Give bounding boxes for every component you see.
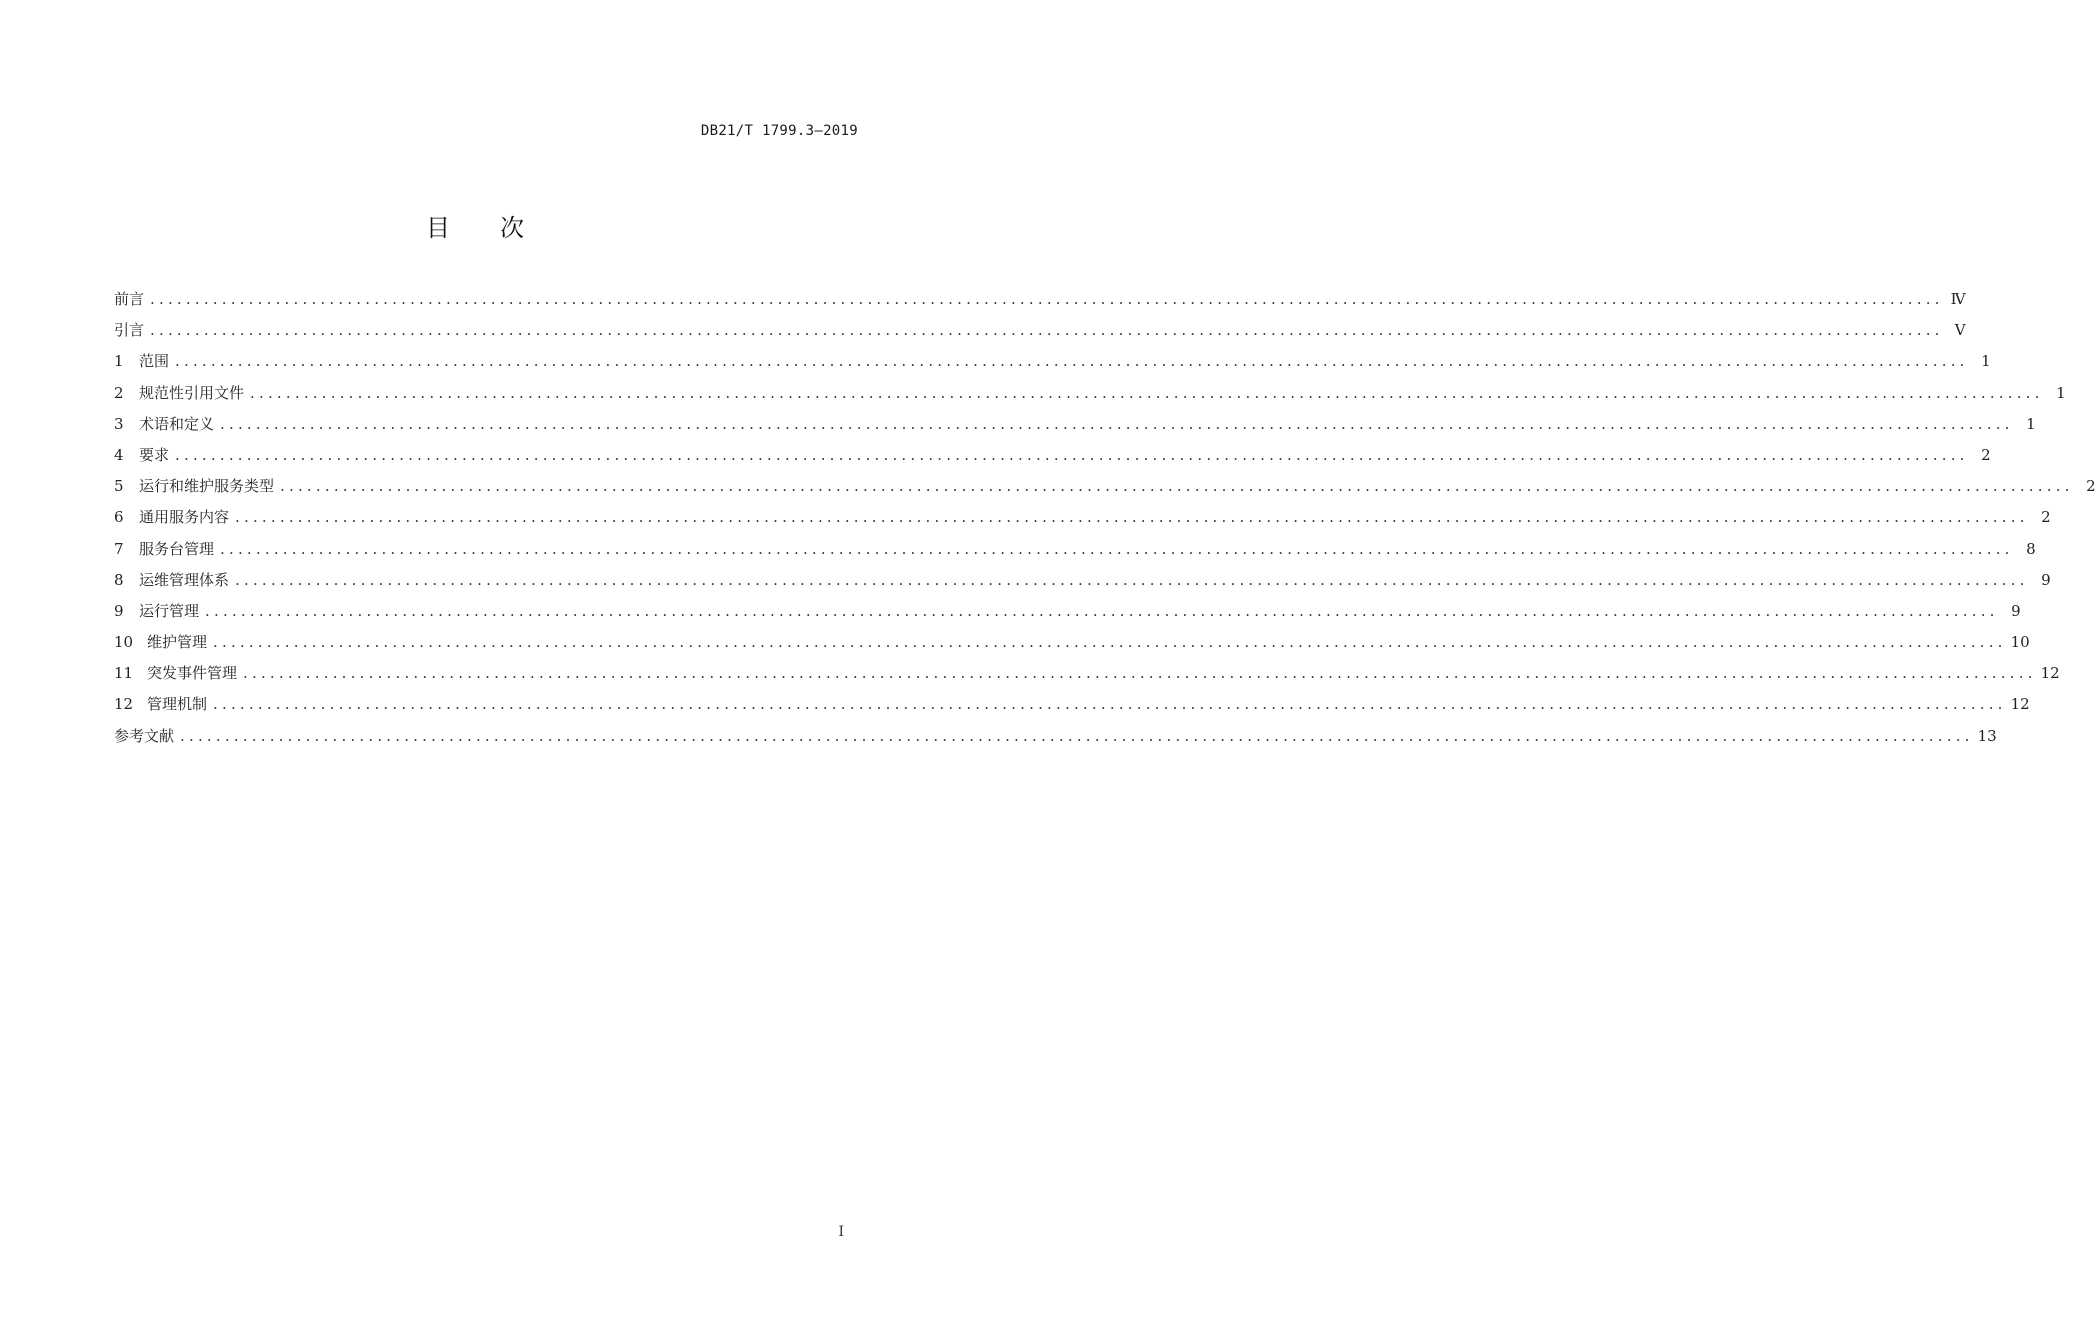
toc-leader-dots: ........................................................................................................................................................................................................ [250, 383, 2044, 402]
toc-entry-title: 规范性引用文件 [139, 383, 245, 402]
toc-entry-number: 6 [114, 508, 124, 527]
toc-entry-title: 参考文献 [114, 726, 175, 745]
toc-leader-dots: ........................................................................................................................................................................................................ [213, 695, 2007, 714]
toc-entry-12[interactable] [114, 689, 2030, 720]
toc-entry-number: 2 [114, 383, 124, 402]
toc-entry-5[interactable] [114, 471, 2096, 502]
toc-entry-number: 12 [114, 695, 134, 714]
toc-entry-page: Ⅳ [1950, 290, 1966, 308]
page-number: I [838, 1224, 844, 1240]
toc-entry-title: 术语和定义 [139, 414, 215, 433]
page-title: 目次 [426, 214, 574, 242]
toc-entry-title: 维护管理 [147, 633, 208, 652]
toc-entry-number: 5 [114, 477, 124, 496]
toc-leader-dots: ........................................................................................................................................................................................................ [150, 321, 1944, 340]
toc-entry-bibliography[interactable] [114, 721, 1997, 752]
toc-entry-title: 管理机制 [147, 695, 208, 714]
toc-entry-number: 10 [114, 633, 134, 652]
toc-entry-page: 2 [2086, 477, 2096, 496]
toc-leader-dots: ........................................................................................................................................................................................................ [175, 445, 1969, 464]
toc-entry-1[interactable] [114, 346, 1991, 377]
toc-entry-title: 要求 [139, 445, 170, 464]
toc-leader-dots: ........................................................................................................................................................................................................ [175, 352, 1969, 371]
toc-entry-4[interactable] [114, 440, 1991, 471]
toc-leader-dots: ........................................................................................................................................................................................................ [213, 633, 2007, 652]
toc-entry-page: 1 [2026, 414, 2036, 433]
toc-entry-page: 9 [2011, 601, 2021, 620]
toc-entry-title: 通用服务内容 [139, 508, 230, 527]
toc-entry-number: 11 [114, 664, 134, 683]
toc-entry-title: 突发事件管理 [147, 664, 238, 683]
toc-entry-page: 1 [1981, 352, 1991, 371]
toc-leader-dots: ........................................................................................................................................................................................................ [220, 414, 2014, 433]
toc-entry-number: 9 [114, 601, 124, 620]
toc-entry-number: 7 [114, 539, 124, 558]
toc-entry-page: 13 [1977, 726, 1997, 745]
toc-entry-title: 引言 [114, 321, 145, 340]
toc-leader-dots: ........................................................................................................................................................................................................ [235, 570, 2029, 589]
toc-entry-page: 10 [2010, 633, 2030, 652]
toc-entry-foreword[interactable] [114, 284, 1966, 315]
toc-entry-title: 范围 [139, 352, 170, 371]
toc-leader-dots: ........................................................................................................................................................................................................ [150, 290, 1944, 308]
toc-entry-6[interactable] [114, 502, 2051, 533]
toc-entry-number: 4 [114, 445, 124, 464]
toc-entry-page: 2 [2041, 508, 2051, 527]
toc-entry-title: 运行管理 [139, 601, 200, 620]
toc-entry-2[interactable] [114, 378, 2066, 409]
toc-leader-dots: ........................................................................................................................................................................................................ [205, 601, 1999, 620]
toc-leader-dots: ........................................................................................................................................................................................................ [180, 726, 1974, 745]
toc-entry-number: 8 [114, 570, 124, 589]
toc-entry-page: Ⅴ [1954, 321, 1966, 340]
toc-entry-11[interactable] [114, 658, 2060, 689]
toc-leader-dots: ........................................................................................................................................................................................................ [220, 539, 2014, 558]
toc-leader-dots: ........................................................................................................................................................................................................ [280, 477, 2074, 496]
toc-entry-title: 运维管理体系 [139, 570, 230, 589]
toc-entry-introduction[interactable] [114, 315, 1966, 346]
toc-entry-number: 1 [114, 352, 124, 371]
toc-entry-9[interactable] [114, 596, 2021, 627]
table-of-contents [114, 284, 2096, 752]
toc-entry-title: 运行和维护服务类型 [139, 477, 275, 496]
toc-entry-page: 9 [2041, 570, 2051, 589]
toc-entry-title: 前言 [114, 290, 145, 308]
toc-leader-dots: ........................................................................................................................................................................................................ [235, 508, 2029, 527]
toc-entry-number: 3 [114, 414, 124, 433]
toc-entry-title: 服务台管理 [139, 539, 215, 558]
toc-entry-page: 1 [2056, 383, 2066, 402]
toc-entry-page: 8 [2026, 539, 2036, 558]
toc-entry-page: 12 [2040, 664, 2060, 683]
toc-entry-7[interactable] [114, 534, 2036, 565]
toc-entry-page: 12 [2010, 695, 2030, 714]
toc-entry-10[interactable] [114, 627, 2030, 658]
toc-entry-page: 2 [1981, 445, 1991, 464]
toc-leader-dots: ........................................................................................................................................................................................................ [243, 664, 2037, 683]
toc-entry-3[interactable] [114, 409, 2036, 440]
toc-entry-8[interactable] [114, 565, 2051, 596]
standard-number: DB21/T 1799.3—2019 [700, 123, 858, 139]
